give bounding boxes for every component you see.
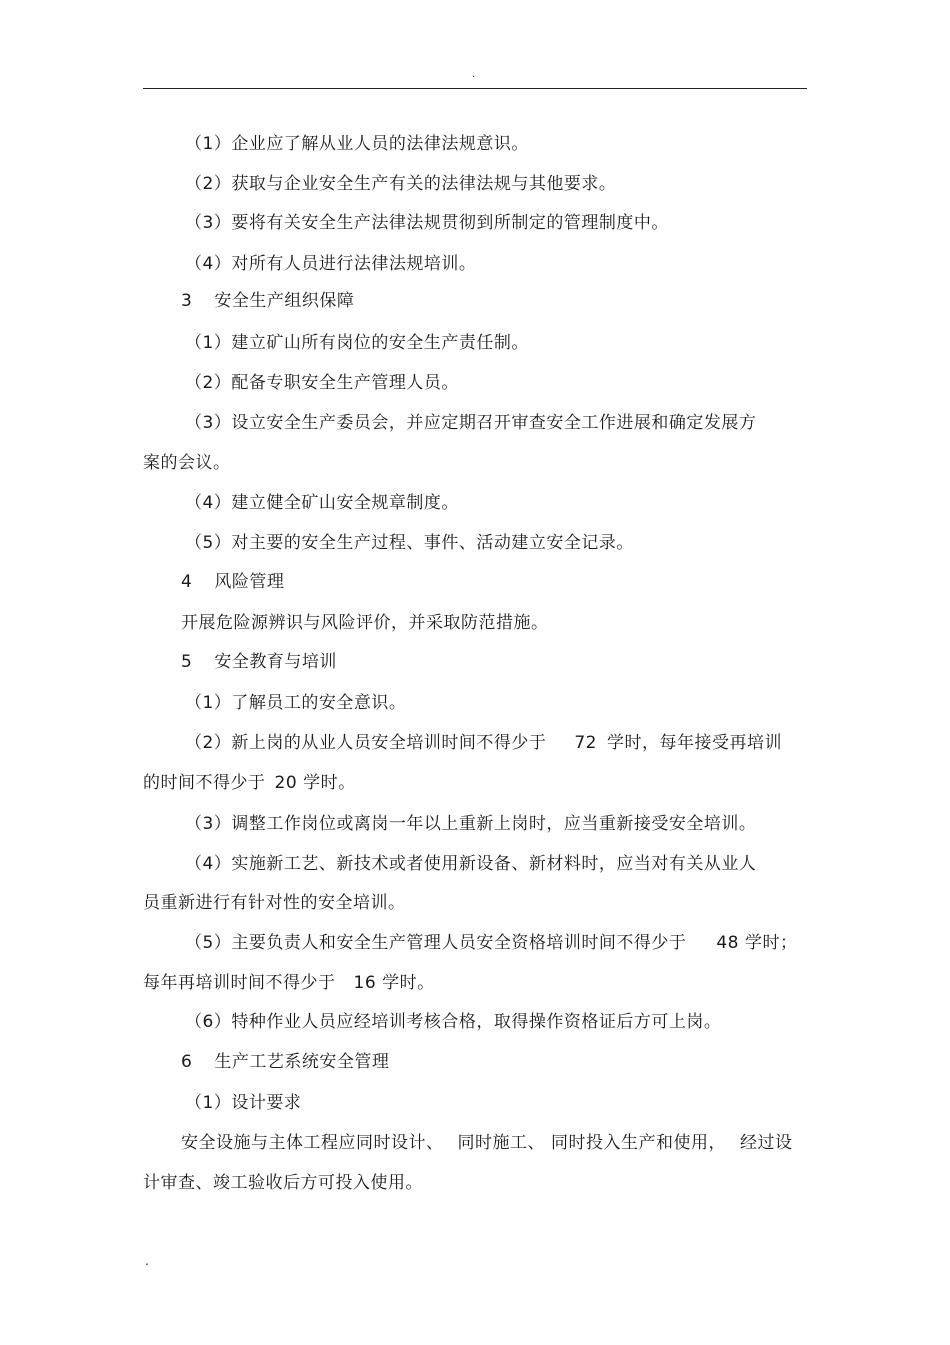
section-heading-3 [181, 291, 354, 311]
paragraph-line: （1）企业应了解从业人员的法律法规意识。 [185, 134, 529, 154]
paragraph-line: （6）特种作业人员应经培训考核合格，取得操作资格证后方可上岗。 [185, 1012, 722, 1032]
line-number-value: 48 [716, 933, 739, 953]
line-text: 同时投入生产和使用， [551, 1133, 726, 1153]
line-text: 学时。 [303, 773, 356, 793]
line-number-value: 16 [353, 973, 377, 993]
paragraph-line [185, 933, 797, 953]
header-mark: . [472, 69, 476, 80]
line-number-value: 20 [274, 773, 298, 793]
section-title: 安全生产组织保障 [214, 291, 355, 311]
paragraph-line: （4）建立健全矿山安全规章制度。 [185, 493, 459, 513]
paragraph-line: （4）对所有人员进行法律法规培训。 [185, 254, 477, 274]
paragraph-line: （1）设计要求 [185, 1093, 302, 1113]
paragraph-line: 开展危险源辨识与风险评价，并采取防范措施。 [181, 613, 549, 633]
section-title: 生产工艺系统安全管理 [214, 1052, 390, 1072]
paragraph-line: （3）设立安全生产委员会，并应定期召开审查安全工作进展和确定发展方 [185, 413, 757, 433]
paragraph-line: （4）实施新工艺、新技术或者使用新设备、新材料时，应当对有关从业人 [185, 854, 757, 874]
line-text: 学时； [744, 933, 798, 953]
paragraph-line: （2）获取与企业安全生产有关的法律法规与其他要求。 [185, 174, 617, 194]
paragraph-line: 员重新进行有针对性的安全培训。 [143, 893, 406, 913]
section-number: 3 [181, 291, 193, 311]
paragraph-line: （3）要将有关安全生产法律法规贯彻到所制定的管理制度中。 [185, 213, 669, 233]
line-number-value: 72 [574, 733, 597, 753]
header-rule [143, 88, 807, 89]
line-text: 经过设 [740, 1133, 793, 1153]
paragraph-line: （5）对主要的安全生产过程、事件、活动建立安全记录。 [185, 533, 634, 553]
paragraph-line: （1）了解员工的安全意识。 [185, 693, 407, 713]
section-title: 安全教育与培训 [214, 652, 337, 672]
paragraph-line [185, 733, 782, 753]
section-number: 4 [181, 572, 193, 592]
line-text: 同时施工、 [457, 1133, 545, 1153]
paragraph-line: （3）调整工作岗位或离岗一年以上重新上岗时，应当重新接受安全培训。 [185, 814, 757, 834]
section-title: 风险管理 [214, 572, 285, 592]
section-heading-4 [181, 572, 284, 592]
section-number: 5 [181, 652, 193, 672]
paragraph-line: 计审查、竣工验收后方可投入使用。 [143, 1173, 423, 1193]
line-text: 学时。 [382, 973, 435, 993]
paragraph-line [181, 1133, 793, 1153]
section-heading-6 [181, 1052, 389, 1072]
paragraph-line [143, 973, 435, 993]
section-heading-5 [181, 652, 337, 672]
line-text: 学时，每年接受再培训 [606, 733, 782, 753]
section-number: 6 [181, 1052, 193, 1072]
line-text: 的时间不得少于 [143, 773, 266, 793]
paragraph-line: （1）建立矿山所有岗位的安全生产责任制。 [185, 333, 529, 353]
line-text: 安全设施与主体工程应同时设计、 [181, 1133, 444, 1153]
footer-mark: . [145, 1254, 149, 1268]
paragraph-line: （2）配备专职安全生产管理人员。 [185, 373, 459, 393]
line-text: （5）主要负责人和安全生产管理人员安全资格培训时间不得少于 [185, 933, 687, 953]
line-text: 每年再培训时间不得少于 [143, 973, 336, 993]
line-text: （2）新上岗的从业人员安全培训时间不得少于 [185, 733, 547, 753]
paragraph-line [143, 773, 356, 793]
paragraph-line: 案的会议。 [143, 453, 231, 473]
